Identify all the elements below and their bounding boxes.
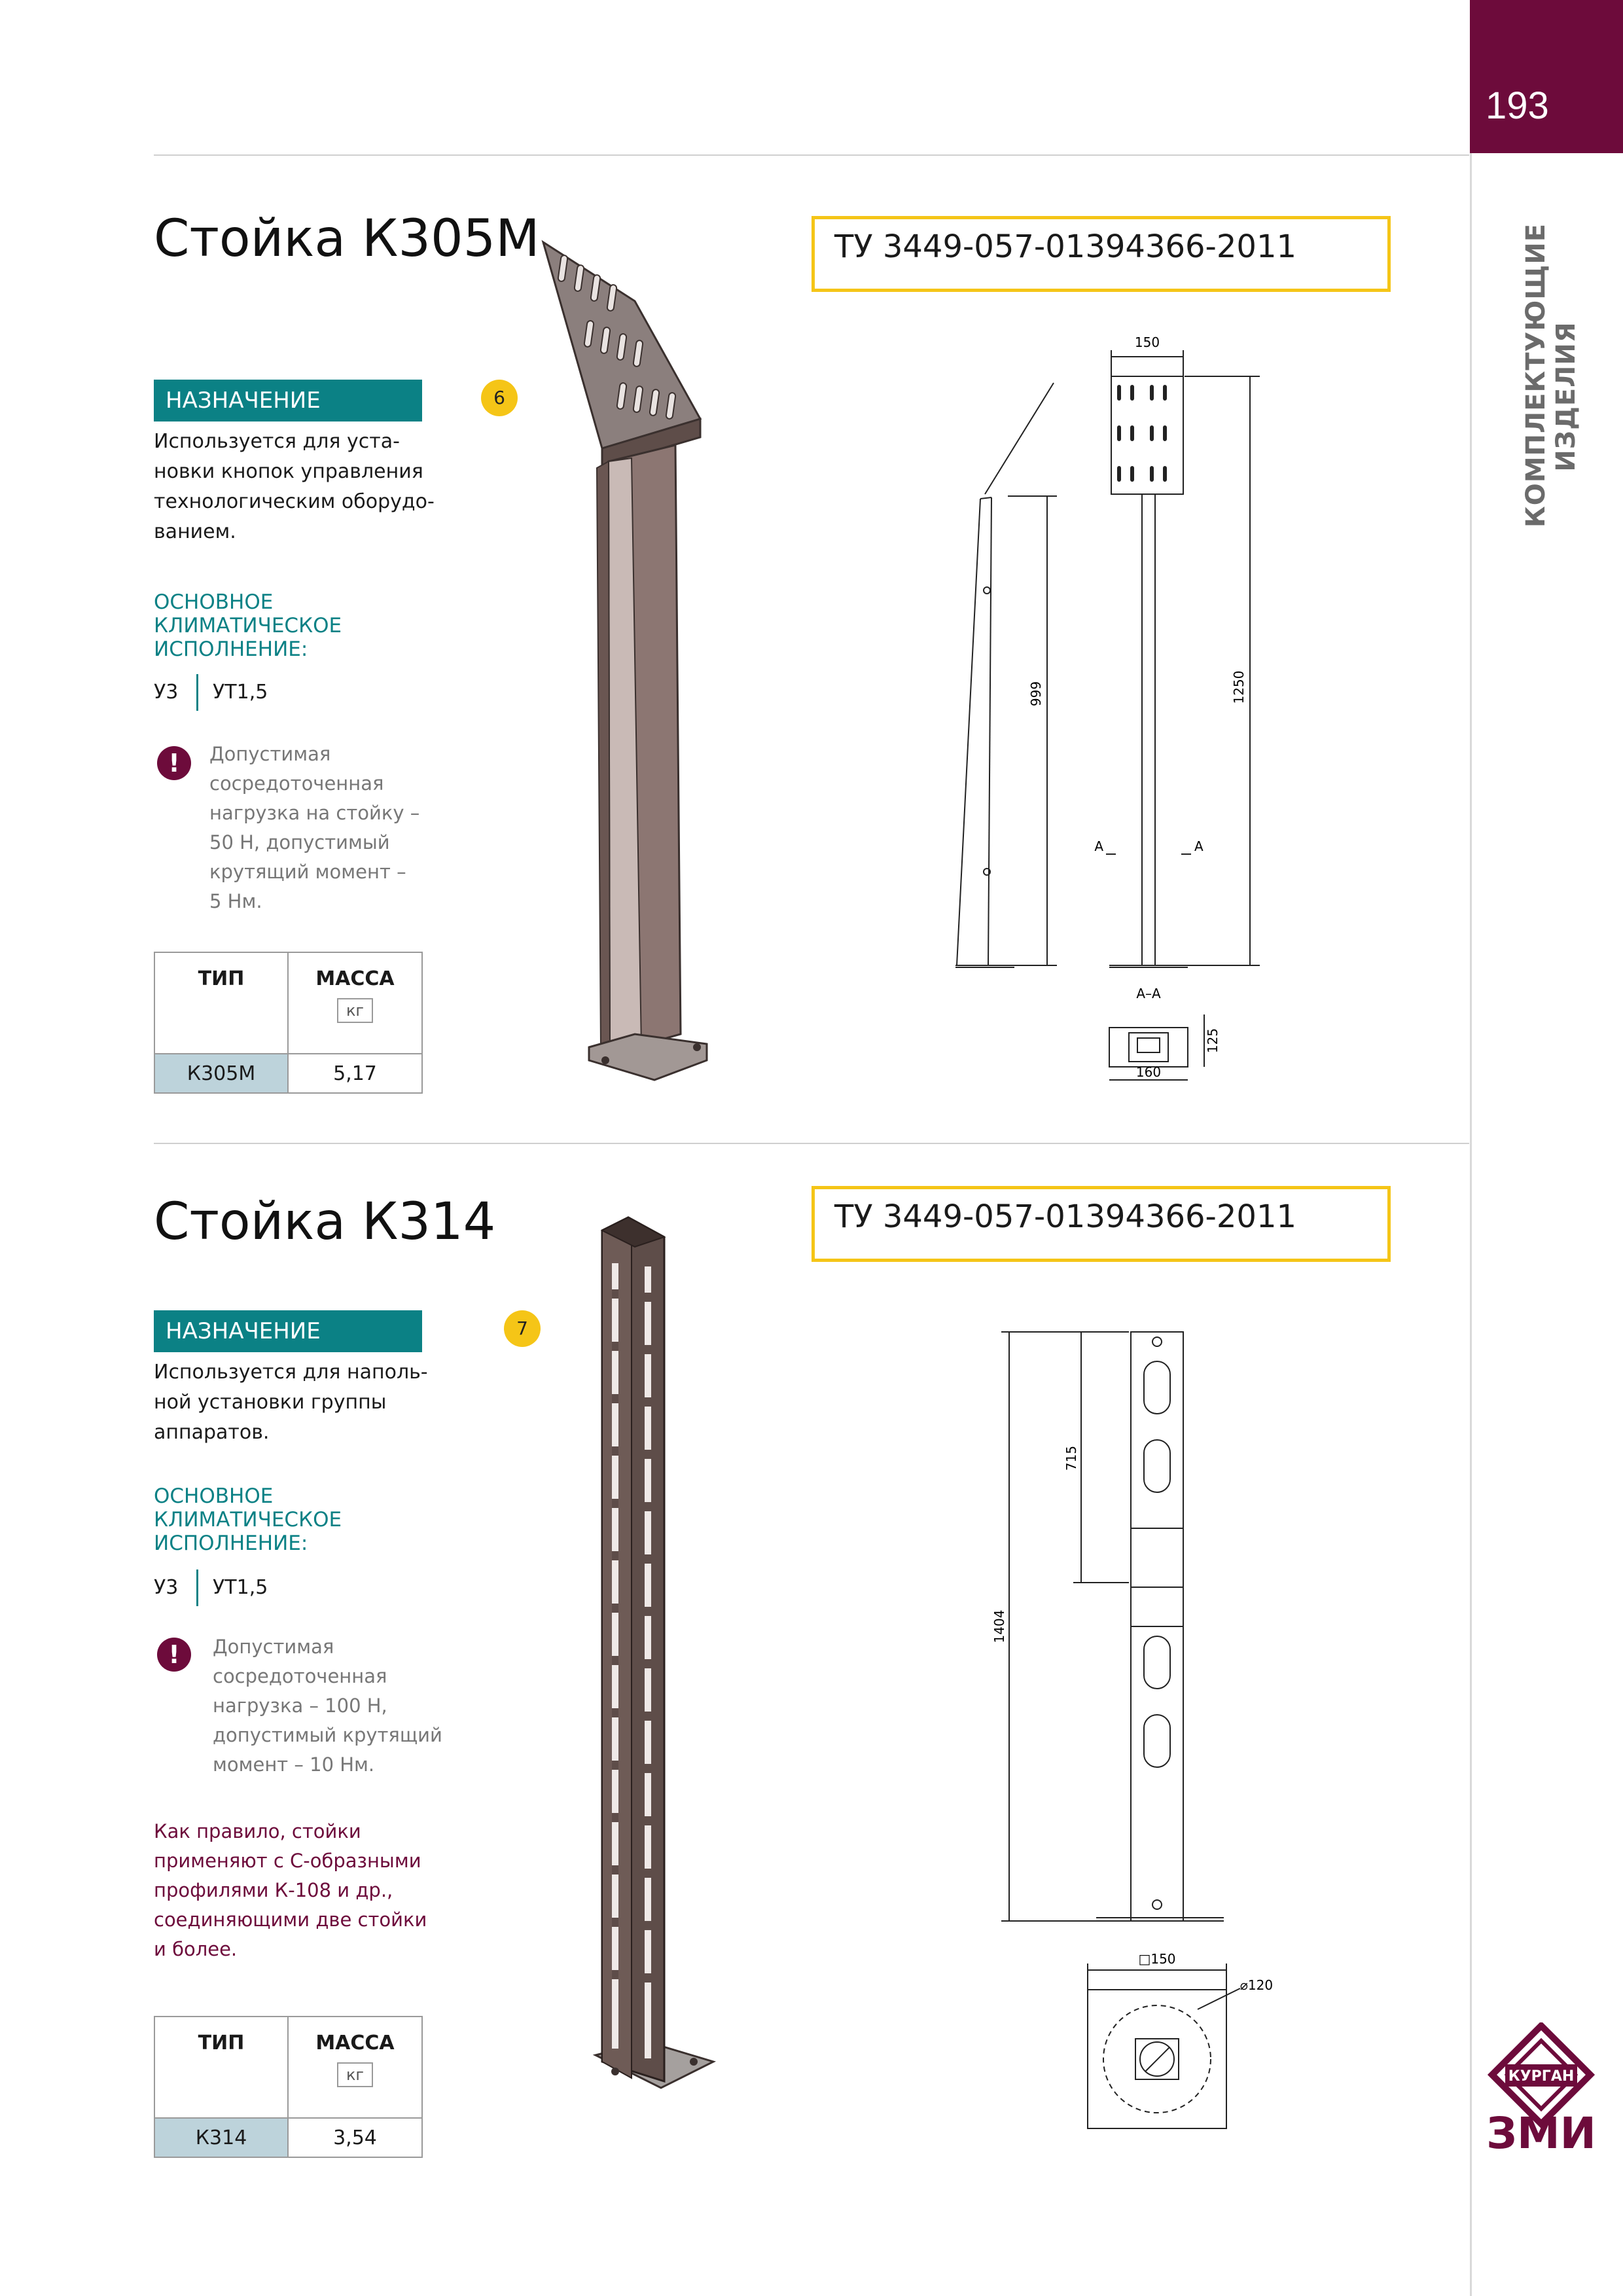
warning-text: Допустимая сосредоточенная нагрузка – 100 Н, допустимый крутящий момент – 10 Нм. [213,1636,442,1776]
col-mass-label: МАССА [315,2032,395,2054]
climate-label: ОСНОВНОЕ КЛИМАТИЧЕСКОЕ ИСПОЛНЕНИЕ: [154,1484,342,1555]
type-value: К314 [154,2118,288,2157]
climate-item: У3 [154,1576,179,1599]
warning-icon: ! [157,746,191,780]
svg-text:А: А [1094,838,1103,854]
k305m-drawing [942,327,1309,1100]
spec-table [154,2016,423,2158]
mass-value: 5,17 [288,1054,422,1093]
purpose-label: НАЗНАЧЕНИЕ [154,1310,422,1352]
col-mass [288,952,422,1054]
k314-render [550,1211,720,2127]
svg-text:125: 125 [1205,1028,1221,1054]
spec-table [154,952,423,1094]
tu-code-box: ТУ 3449-057-01394366-2011 [812,216,1391,292]
climate-item: УТ1,5 [213,681,268,704]
col-mass-label: МАССА [315,967,395,990]
svg-text:⌀120: ⌀120 [1240,1977,1274,1993]
side-divider [1470,0,1472,2296]
climate-label: ОСНОВНОЕ КЛИМАТИЧЕСКОЕ ИСПОЛНЕНИЕ: [154,590,342,661]
svg-text:1404: 1404 [991,1609,1007,1643]
page-number: 193 [1486,84,1549,127]
purpose-text: Используется для наполь- ной установки группы аппаратов. [154,1361,428,1444]
usage-note: Как правило, стойки применяют с С-образными профилями К-108 и др., соединяющими две стойки и более. [154,1820,427,1960]
col-mass [288,2017,422,2118]
page-number-tab [1470,0,1623,153]
warning-icon: ! [157,1638,191,1672]
climate-separator [196,674,198,711]
purpose-label: НАЗНАЧЕНИЕ [154,380,422,422]
item-badge: 7 [504,1310,541,1347]
tu-code-box: ТУ 3449-057-01394366-2011 [812,1186,1391,1262]
section-divider [154,1143,1469,1144]
purpose-text: Используется для уста- новки кнопок управления технологическим оборудо- ванием. [154,430,435,543]
svg-text:□150: □150 [1138,1951,1176,1967]
item-badge: 6 [481,380,518,416]
section-title: КОМПЛЕКТУЮЩИЕ ИЗДЕЛИЯ [1521,223,1581,528]
product-title: Стойка К305М [154,209,540,268]
unit-label: кг [337,998,373,1023]
climate-item: УТ1,5 [213,1576,268,1599]
zmi-logo-icon [1486,2022,1597,2153]
svg-text:А: А [1194,838,1204,854]
col-type: ТИП [154,952,288,1054]
k305m-render [524,229,720,1093]
col-type: ТИП [154,2017,288,2118]
climate-separator [196,1570,198,1606]
svg-text:715: 715 [1063,1445,1079,1471]
svg-text:КУРГАН: КУРГАН [1508,2068,1575,2085]
top-divider [154,154,1469,156]
warning-text: Допустимая сосредоточенная нагрузка на стойку – 50 Н, допустимый крутящий момент – 5 Нм. [209,743,420,912]
mass-value: 3,54 [288,2118,422,2157]
unit-label: кг [337,2062,373,2087]
svg-text:А–А: А–А [1136,986,1161,1001]
k314-drawing [982,1316,1322,2147]
climate-item: У3 [154,681,179,704]
svg-text:150: 150 [1134,334,1160,350]
svg-text:1250: 1250 [1231,670,1247,704]
svg-text:ЗМИ: ЗМИ [1486,2108,1596,2153]
product-title: Стойка К314 [154,1193,496,1251]
type-value: К305М [154,1054,288,1093]
svg-text:160: 160 [1135,1064,1162,1080]
svg-text:999: 999 [1028,681,1044,707]
